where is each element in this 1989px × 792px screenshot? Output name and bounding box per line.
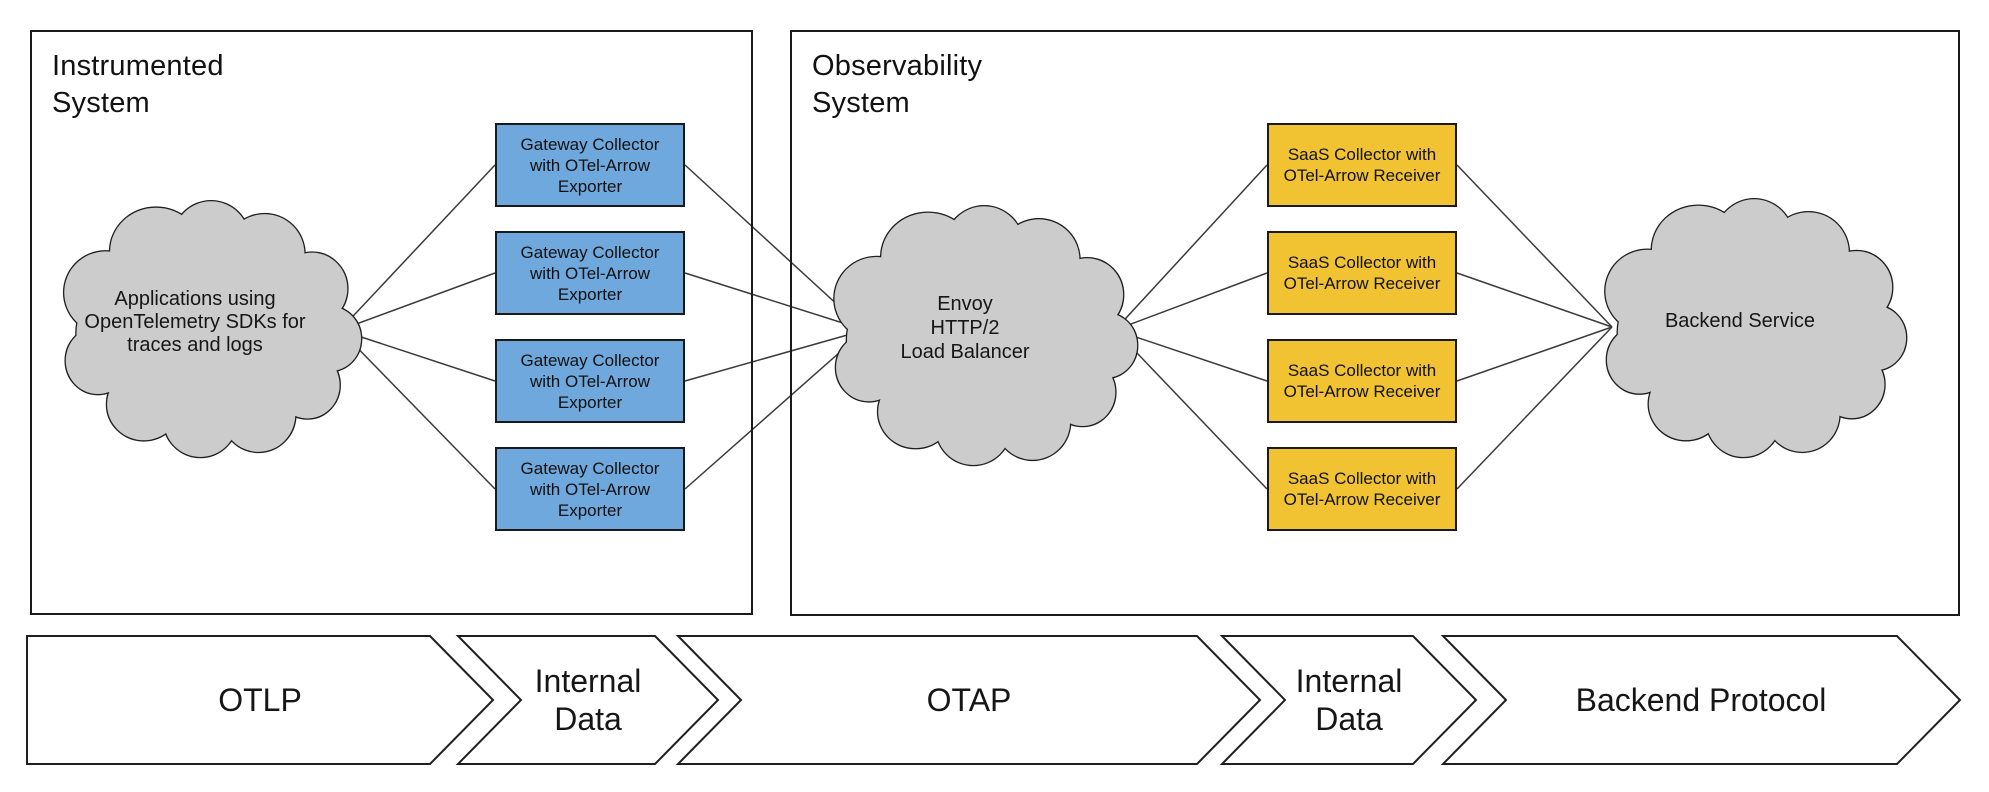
- apps-cloud-label: Applications using OpenTelemetry SDKs for traces and logs: [84, 288, 306, 356]
- envoy-cloud-label: [845, 292, 1085, 364]
- observability-system-title: Observability System: [812, 50, 983, 119]
- pipeline-label-internal-data-2: Internal Data: [1295, 663, 1403, 737]
- envoy-cloud-label-line: HTTP/2: [930, 317, 1000, 339]
- backend-cloud-label: Backend Service: [1664, 310, 1816, 332]
- saas-collector-label: SaaS Collector with OTel-Arrow Receiver: [1283, 469, 1441, 509]
- saas-collector-box-3: [1267, 339, 1457, 423]
- instrumented-system-title: Instrumented System: [52, 50, 224, 119]
- gateway-collector-box-3: [495, 339, 685, 423]
- gateway-collector-label: Gateway Collector with OTel-Arrow Exporter: [520, 134, 660, 196]
- pipeline-label-otlp: OTLP: [218, 682, 302, 718]
- saas-collector-label: SaaS Collector with OTel-Arrow Receiver: [1283, 361, 1441, 401]
- saas-collector-box-2: [1267, 231, 1457, 315]
- pipeline-label-internal-data-1: Internal Data: [534, 663, 642, 737]
- envoy-cloud-label-line: Envoy: [937, 293, 993, 315]
- gateway-collector-label: Gateway Collector with OTel-Arrow Exporter: [520, 350, 660, 412]
- gateway-collector-label: Gateway Collector with OTel-Arrow Exporter: [520, 242, 660, 304]
- gateway-collector-box-2: [495, 231, 685, 315]
- saas-collector-box-1: [1267, 123, 1457, 207]
- envoy-cloud-label-line: Load Balancer: [900, 341, 1030, 363]
- gateway-collector-box-1: [495, 123, 685, 207]
- gateway-collector-box-4: [495, 447, 685, 531]
- saas-collector-box-4: [1267, 447, 1457, 531]
- saas-collector-label: SaaS Collector with OTel-Arrow Receiver: [1283, 145, 1441, 185]
- pipeline-label-backend-protocol: Backend Protocol: [1575, 682, 1827, 718]
- pipeline-label-otap: OTAP: [926, 682, 1012, 718]
- saas-collector-label: SaaS Collector with OTel-Arrow Receiver: [1283, 253, 1441, 293]
- gateway-collector-label: Gateway Collector with OTel-Arrow Exporter: [520, 458, 660, 520]
